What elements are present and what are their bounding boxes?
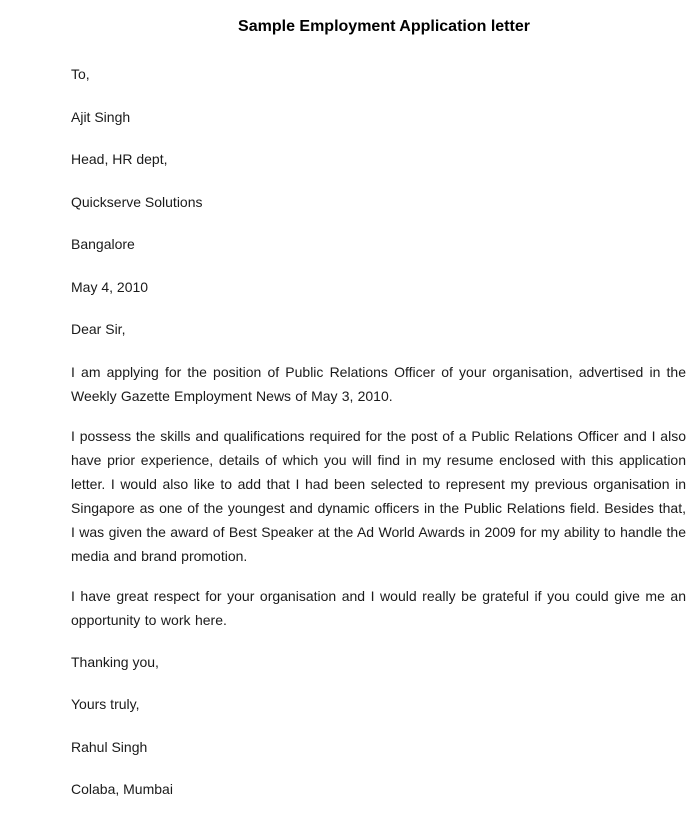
recipient-company: Quickserve Solutions — [71, 193, 203, 210]
document-title: Sample Employment Application letter — [238, 18, 530, 35]
closing-sign-off: Yours truly, — [71, 696, 140, 712]
letter-body — [71, 62, 686, 820]
sender-name: Rahul Singh — [71, 738, 148, 755]
letter-date: May 4, 2010 — [71, 278, 149, 295]
body-paragraph-1: I am applying for the position of Public Relations Officer of your organisation, advertised in the Weekly Gazette Employment News of May 3, 2010. — [71, 363, 686, 404]
letter-greeting: Dear Sir, — [71, 321, 126, 337]
sender-location: Colaba, Mumbai — [71, 781, 173, 797]
body-paragraph-2: I possess the skills and qualifications required for the post of a Public Relations Officer and I also have prior experience, details of which you will find in my resume enclosed with this application letter. I would also like to add that I had been selected to represent my previous organisation in Singapore as one of the youngest and dynamic officers in the Public Relations field. Besides that, I was given the award of Best Speaker at the Ad World Awards in 2009 for my ability to handle the media and brand promotion. — [71, 427, 686, 564]
recipient-name: Ajit Singh — [71, 108, 131, 125]
recipient-city: Bangalore — [71, 236, 135, 252]
recipient-position: Head, HR dept, — [71, 151, 168, 167]
recipient-to: To, — [71, 66, 90, 82]
closing-thanks: Thanking you, — [71, 653, 159, 670]
body-paragraph-3: I have great respect for your organisation and I would really be grateful if you could give me an opportunity to work here. — [71, 587, 686, 628]
